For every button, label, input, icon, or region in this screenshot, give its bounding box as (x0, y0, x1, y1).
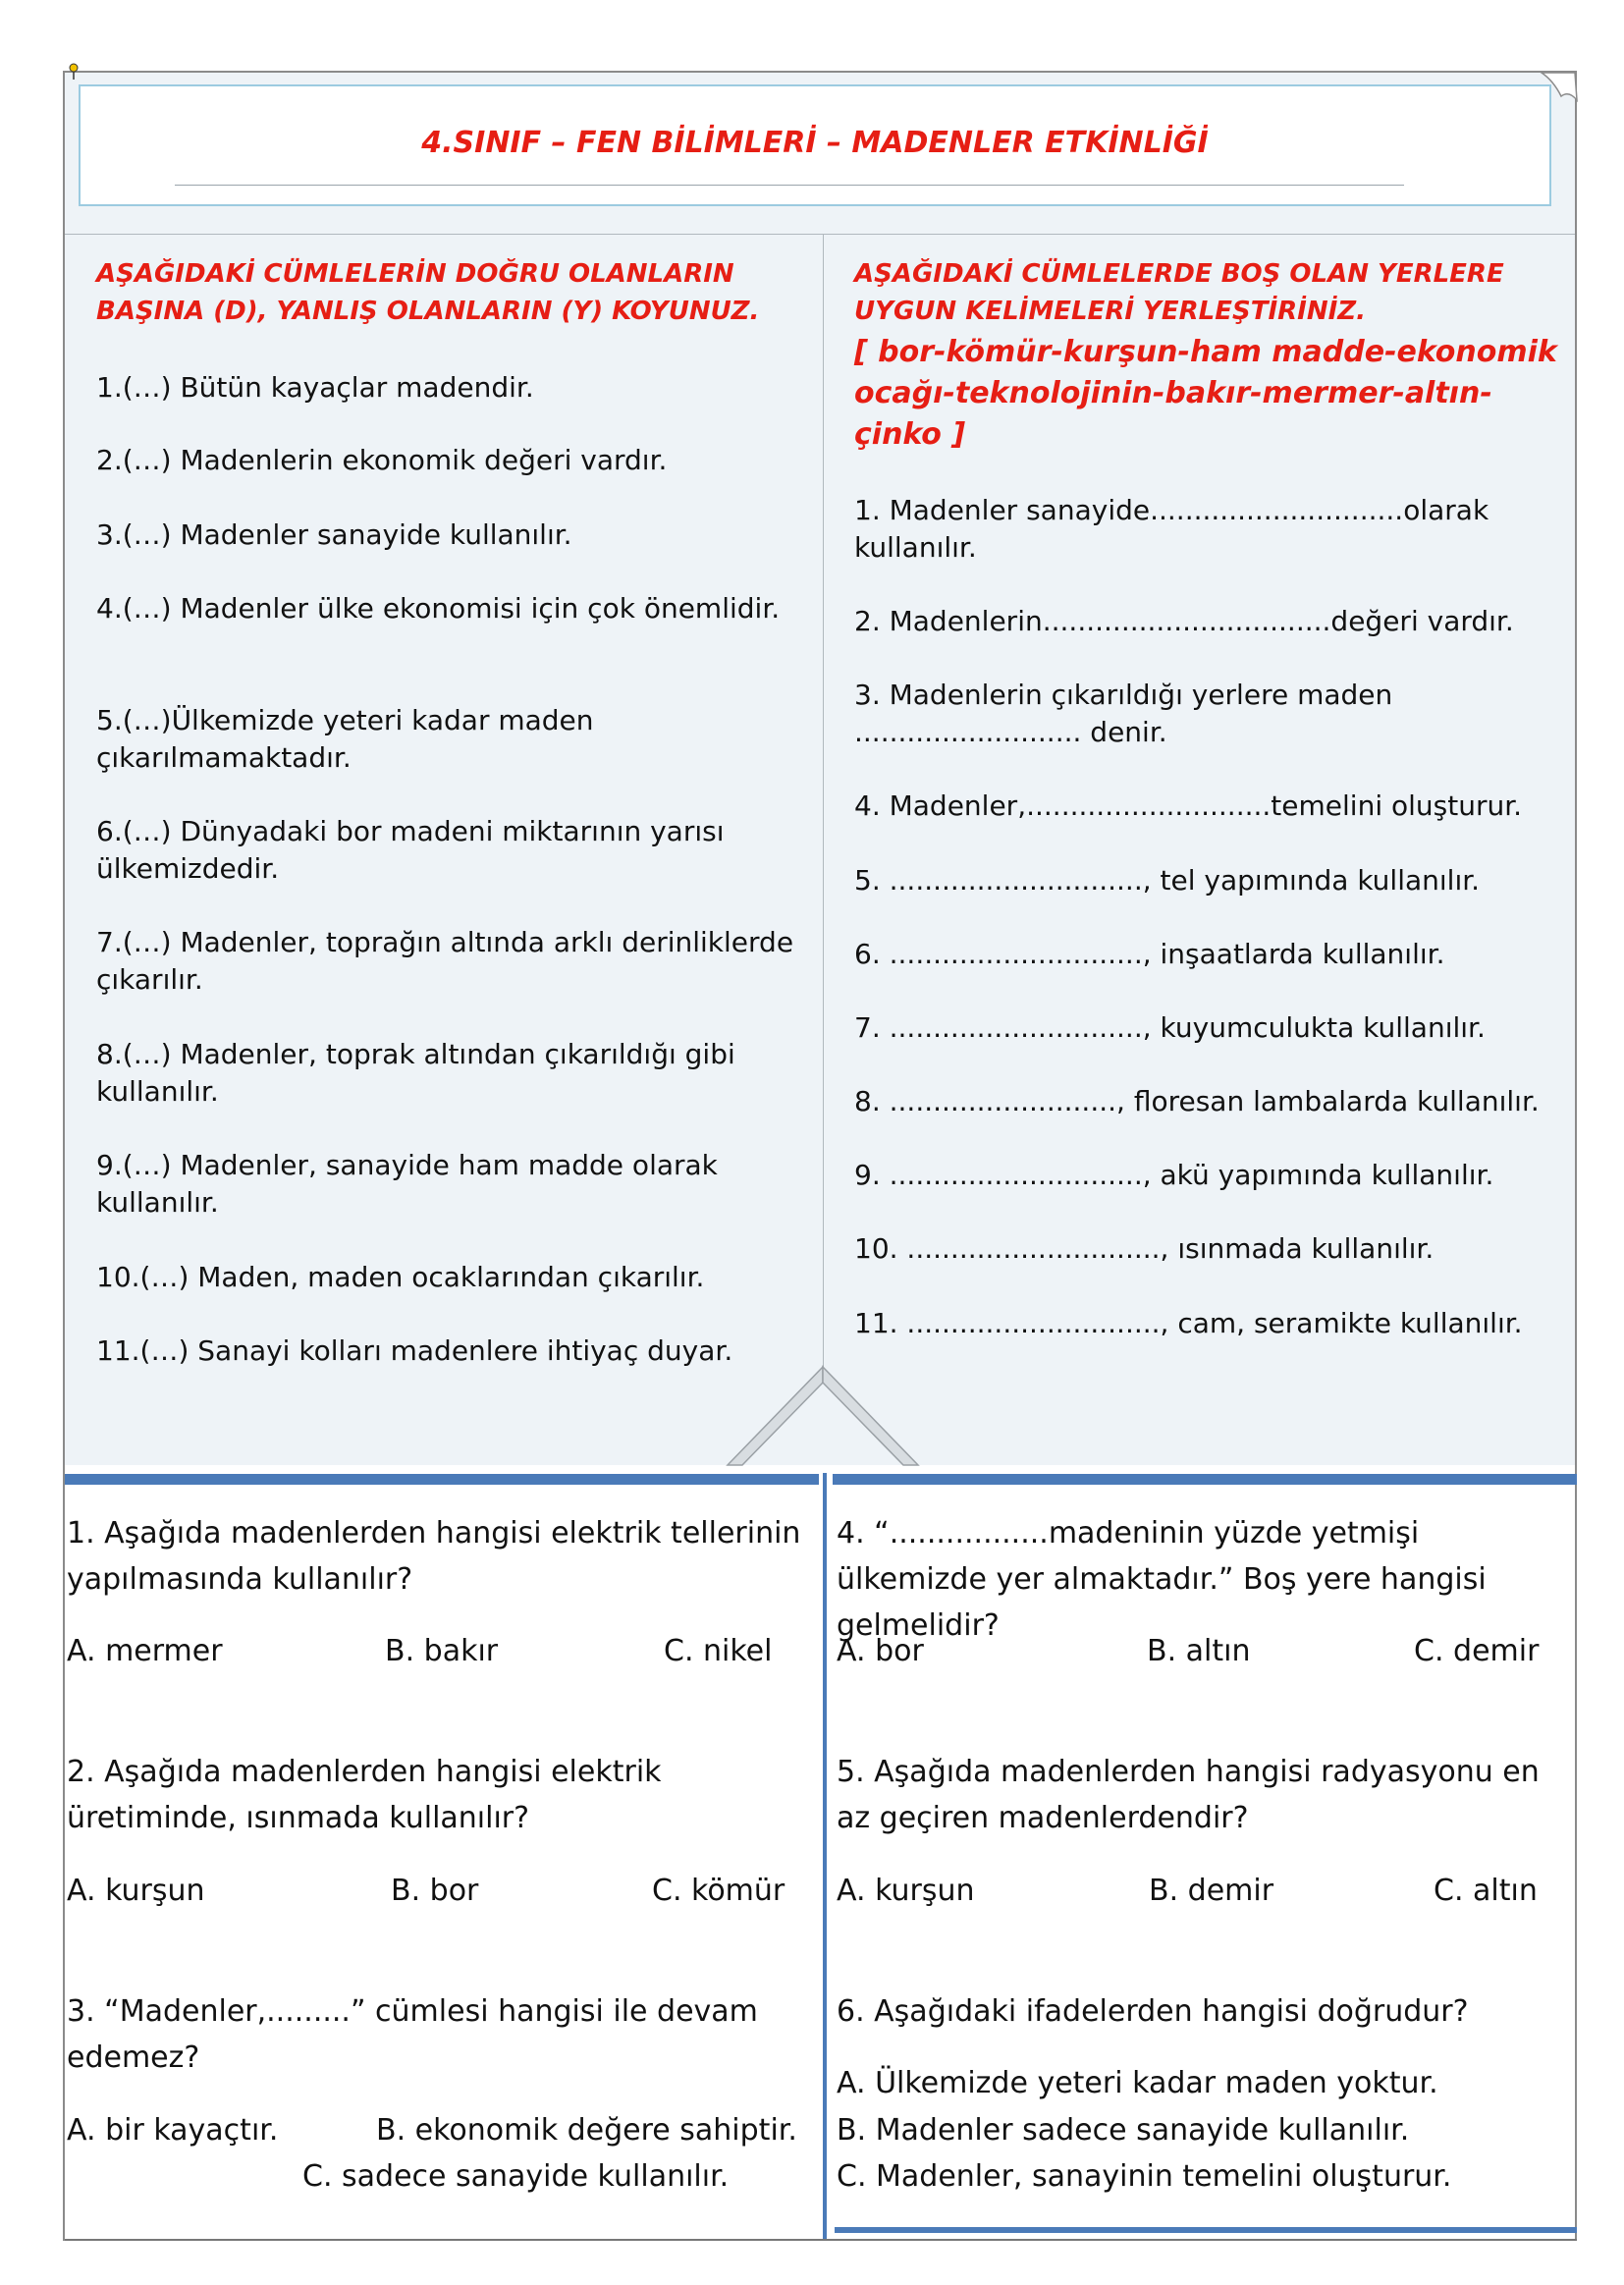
answer-option: A. bir kayaçtır. (67, 2113, 279, 2148)
answer-option: C. kömür (652, 1874, 785, 1908)
true-false-item: 7.(…) Madenler, toprağın altında arklı derinliklerde çıkarılır. (96, 926, 794, 996)
fill-blank-item: 7. ............................., kuyumculukta kullanılır. (854, 1011, 1486, 1044)
page-curl-icon (1540, 71, 1579, 106)
fill-blank-item: 2. Madenlerin.................................değeri vardır. (854, 605, 1514, 637)
true-false-item: 9.(…) Madenler, sanayide ham madde olarak kullanılır. (96, 1149, 718, 1219)
true-false-item: 5.(…)Ülkemizde yeteri kadar maden çıkarılmamaktadır. (96, 704, 594, 774)
true-false-item: 6.(…) Dünyadaki bor madeni miktarının yarısı ülkemizdedir. (96, 815, 725, 885)
arrow-decoration-icon (725, 1363, 921, 1467)
fill-blank-item: 5. ............................., tel yapımında kullanılır. (854, 864, 1481, 897)
question-text: 2. Aşağıda madenlerden hangisi elektrik üretiminde, ısınmada kullanılır? (67, 1755, 662, 1835)
answer-option: C. sadece sanayide kullanılır. (302, 2159, 730, 2194)
right-bottom-bar (835, 2227, 1577, 2233)
true-false-heading: AŞAĞIDAKİ CÜMLELERİN DOĞRU OLANLARIN BAŞINA (D), YANLIŞ OLANLARIN (Y) KOYUNUZ. (96, 259, 760, 326)
answer-option: B. Madenler sadece sanayide kullanılır. (837, 2113, 1410, 2148)
true-false-item: 8.(…) Madenler, toprak altından çıkarıldığı gibi kullanılır. (96, 1038, 735, 1108)
question-text: 3. “Madenler,.........” cümlesi hangisi ile devam edemez? (67, 1994, 758, 2075)
true-false-item: 3.(…) Madenler sanayide kullanılır. (96, 518, 572, 551)
page-title: 4.SINIF – FEN BİLİMLERİ – MADENLER ETKİNLİĞİ (421, 126, 1209, 160)
true-false-item: 10.(…) Maden, maden ocaklarından çıkarılır. (96, 1261, 705, 1293)
question-text: 6. Aşağıdaki ifadelerden hangisi doğrudur? (837, 1994, 1469, 2029)
question-text: 5. Aşağıda madenlerden hangisi radyasyonu en az geçiren madenlerdendir? (837, 1755, 1540, 1835)
section-divider (65, 234, 1575, 235)
answer-option: A. kurşun (67, 1874, 205, 1908)
answer-option: C. Madenler, sanayinin temelini oluşturur. (837, 2159, 1452, 2194)
true-false-item: 11.(…) Sanayi kolları madenlere ihtiyaç duyar. (96, 1334, 733, 1366)
fill-blank-item: 3. Madenlerin çıkarıldığı yerlere maden .......................... denir. (854, 679, 1393, 748)
true-false-item: 4.(…) Madenler ülke ekonomisi için çok önemlidir. (96, 592, 781, 625)
answer-option: B. ekonomik değere sahiptir. (376, 2113, 797, 2148)
word-bank: [ bor-kömür-kurşun-ham madde-ekonomik ocağı-teknolojinin-bakır-mermer-altın- çinko ] (854, 335, 1557, 452)
fill-blank-item: 8. .........................., floresan lambalarda kullanılır. (854, 1085, 1540, 1117)
fill-blank-heading: AŞAĞIDAKİ CÜMLELERDE BOŞ OLAN YERLERE UYGUN KELİMELERİ YERLEŞTİRİNİZ. (854, 259, 1504, 326)
answer-option: B. bor (391, 1874, 479, 1908)
true-false-item: 2.(…) Madenlerin ekonomik değeri vardır. (96, 444, 668, 476)
answer-option: C. altın (1434, 1874, 1538, 1908)
answer-option: B. demir (1149, 1874, 1274, 1908)
answer-option: B. bakır (385, 1634, 499, 1668)
column-divider (823, 234, 824, 1368)
question-text: 4. “.................madeninin yüzde yetmişi ülkemizde yer almaktadır.” Boş yere hangisi gelmelidir? (837, 1516, 1487, 1643)
answer-option: A. mermer (67, 1634, 223, 1668)
title-underline (175, 185, 1404, 186)
question-text: 1. Aşağıda madenlerden hangisi elektrik tellerinin yapılmasında kullanılır? (67, 1516, 801, 1597)
title-box (79, 84, 1551, 206)
answer-option: C. nikel (664, 1634, 773, 1668)
page-bottom-rule (65, 2239, 1577, 2241)
fill-blank-item: 10. ............................., ısınmada kullanılır. (854, 1232, 1435, 1265)
answer-option: B. altın (1147, 1634, 1251, 1668)
fill-blank-item: 6. ............................., inşaatlarda kullanılır. (854, 938, 1445, 970)
answer-option: A. kurşun (837, 1874, 975, 1908)
answer-option: C. demir (1414, 1634, 1540, 1668)
fill-blank-item: 1. Madenler sanayide.............................olarak kullanılır. (854, 494, 1489, 564)
answer-option: A. Ülkemizde yeteri kadar maden yoktur. (837, 2066, 1438, 2100)
left-column-bar (65, 1474, 819, 1485)
true-false-item: 1.(…) Bütün kayaçlar madendir. (96, 371, 534, 404)
fill-blank-item: 4. Madenler,............................temelini oluşturur. (854, 789, 1523, 822)
right-column-bar (833, 1474, 1577, 1485)
fill-blank-item: 11. ............................., cam, seramikte kullanılır. (854, 1307, 1523, 1339)
question-column-divider (823, 1473, 827, 2241)
answer-option: A. bor (837, 1634, 924, 1668)
fill-blank-item: 9. ............................., akü yapımında kullanılır. (854, 1159, 1494, 1191)
pushpin-icon (67, 63, 81, 81)
